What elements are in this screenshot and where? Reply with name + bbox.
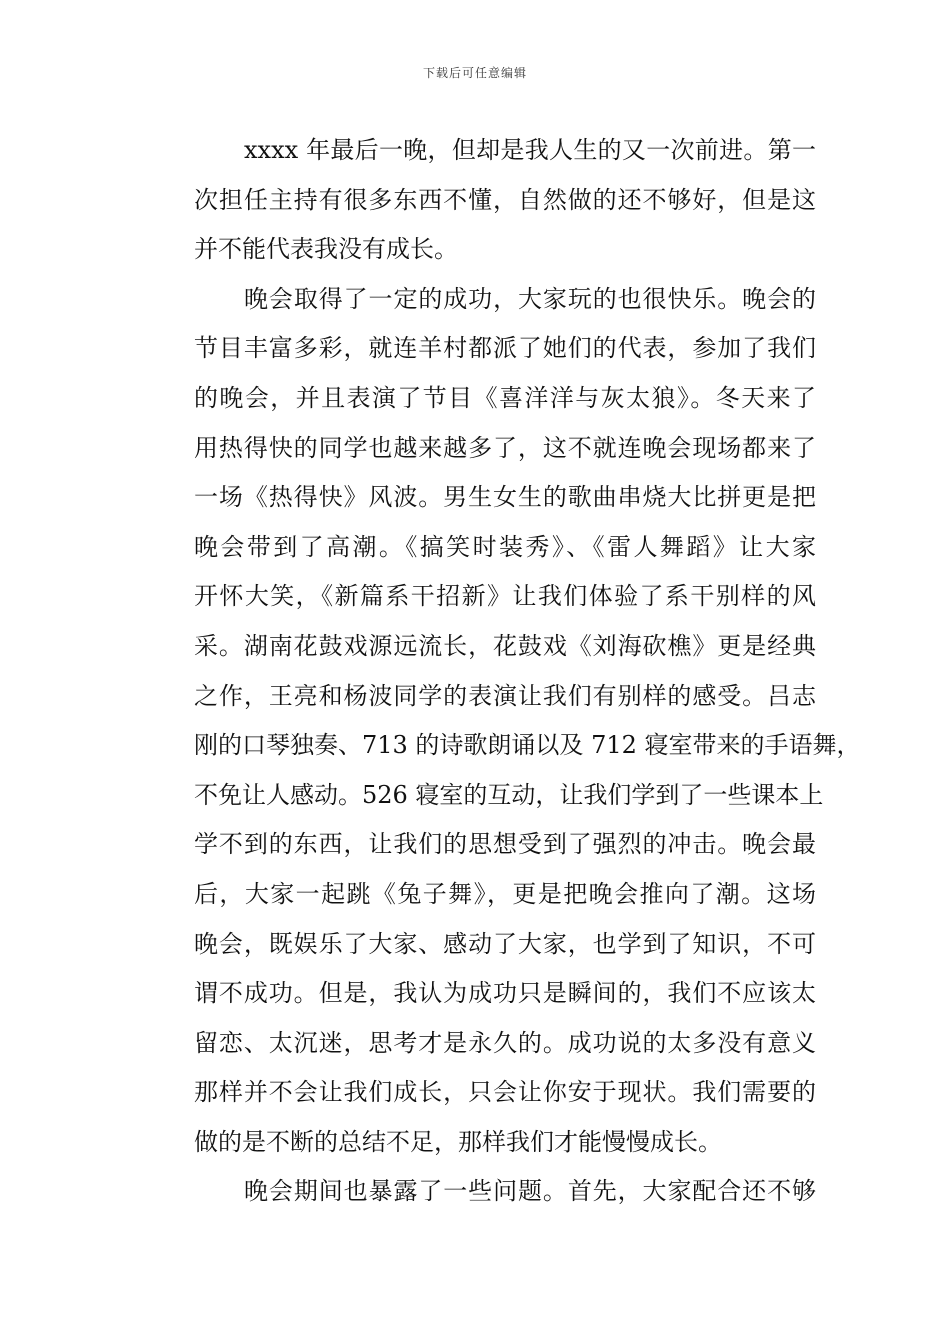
text-line: 采。湖南花鼓戏源远流长，花鼓戏《刘海砍樵》更是经典 [194, 631, 816, 660]
text-line: 学不到的东西，让我们的思想受到了强烈的冲击。晚会最 [194, 830, 816, 859]
text-line: 的晚会，并且表演了节目《喜洋洋与灰太狼》。冬天来了 [194, 383, 816, 412]
document-body [146, 126, 861, 1217]
text-line: 次担任主持有很多东西不懂，自然做的还不够好，但是这 [194, 185, 816, 214]
text-line: 做的是不断的总结不足，那样我们才能慢慢成长。 [194, 1127, 722, 1156]
text-line: 那样并不会让我们成长，只会让你安于现状。我们需要的 [194, 1078, 816, 1107]
text-line: 之作，王亮和杨波同学的表演让我们有别样的感受。吕志 [194, 681, 816, 710]
paragraph-3 [146, 1167, 816, 1217]
text-line: xxxx 年最后一晚，但却是我人生的又一次前进。第一 [244, 136, 816, 164]
text-line: 晚会期间也暴露了一些问题。首先，大家配合还不够 [244, 1177, 816, 1206]
paragraph-1 [146, 126, 816, 275]
text-line: 用热得快的同学也越来越多了，这不就连晚会现场都来了 [194, 433, 816, 462]
text-line: 并不能代表我没有成长。 [194, 235, 458, 264]
text-line: 不免让人感动。526 寝室的互动，让我们学到了一些课本上 [194, 780, 824, 809]
text-line: 开怀大笑，《新篇系干招新》让我们体验了系干别样的风 [194, 582, 816, 611]
text-line: 节目丰富多彩，就连羊村都派了她们的代表，参加了我们 [194, 334, 816, 363]
text-line: 刚的口琴独奏、713 的诗歌朗诵以及 712 寝室带来的手语舞， [194, 731, 861, 760]
page-header: 下载后可任意编辑 [422, 66, 527, 80]
paragraph-2 [146, 275, 861, 1168]
text-line: 后，大家一起跳《兔子舞》，更是把晚会推向了潮。这场 [194, 879, 816, 908]
text-line: 留恋、太沉迷，思考才是永久的。成功说的太多没有意义 [194, 1028, 816, 1057]
text-line: 一场《热得快》风波。男生女生的歌曲串烧大比拼更是把 [194, 483, 816, 512]
text-line: 晚会带到了高潮。《搞笑时装秀》、《雷人舞蹈》让大家 [194, 532, 816, 561]
text-line: 晚会取得了一定的成功，大家玩的也很快乐。晚会的 [244, 284, 816, 313]
text-line: 晚会，既娱乐了大家、感动了大家，也学到了知识，不可 [194, 929, 816, 958]
text-line: 谓不成功。但是，我认为成功只是瞬间的，我们不应该太 [194, 979, 816, 1008]
